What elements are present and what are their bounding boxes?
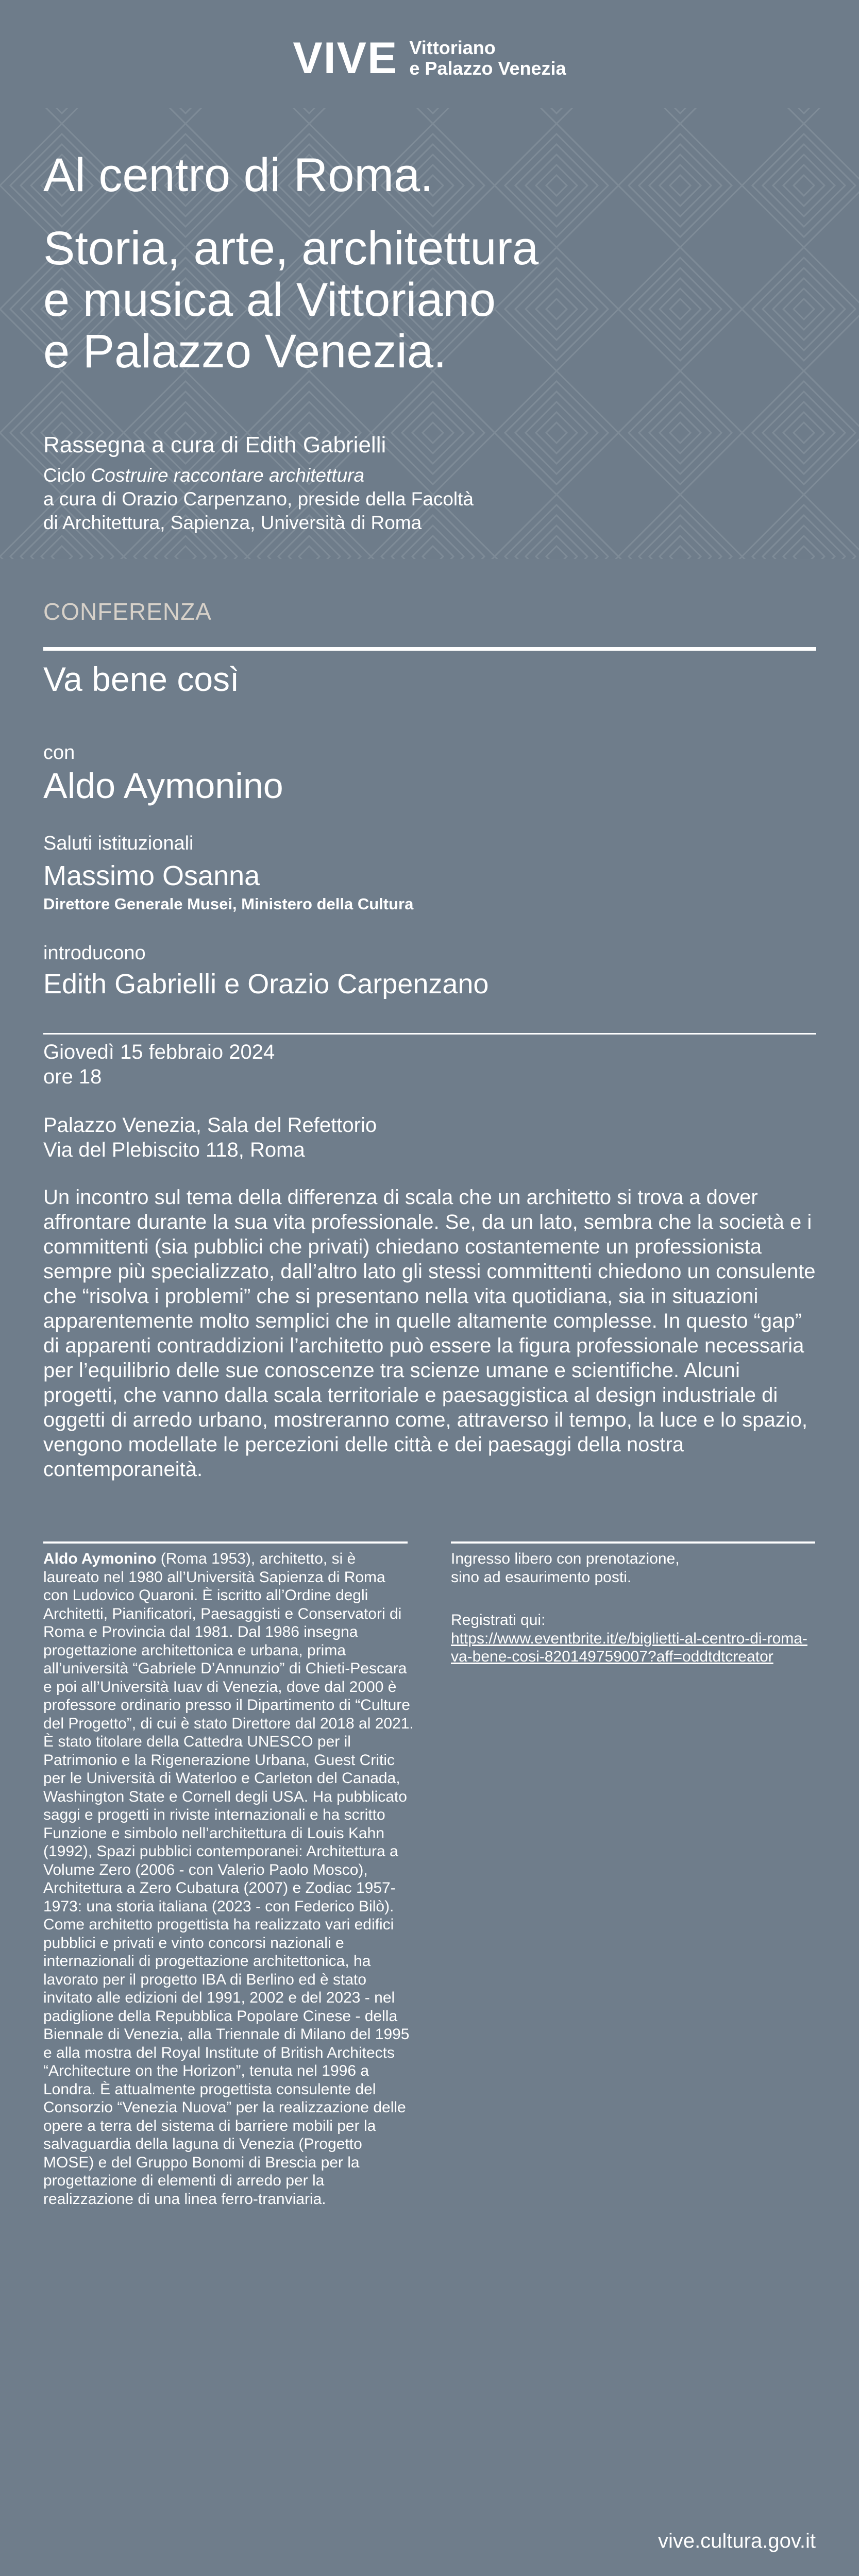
info-line2: sino ad esaurimento posti.: [451, 1568, 632, 1586]
event-title: Va bene così: [43, 660, 240, 698]
saluti-name: Massimo Osanna: [43, 860, 260, 891]
bio-text: (Roma 1953), architetto, si è laureato nel 1980 all’Università Sapienza di Roma con Ludovico Quaroni. È iscritto all’Ordine degli Architetti, Pianificatori, Paesaggisti e Conservatori di Roma e Provincia dal 1981. Dal 1986 insegna progettazione architettonica e urbana, prima all’università “Gabriele D’Annunzio” di Chieti-Pescara e poi all’Università Iuav di Venezia, dove dal 2000 è professore ordinario presso il Dipartimento di “Culture del Progetto”, di cui è stato Direttore dal 2018 al 2021. È stato titolare della Cattedra UNESCO per il Patrimonio e la Rigenerazione Urbana, Guest Critic per le Università di Waterloo e Carleton del Canada, Washington State e Cornell degli USA. Ha pubblicato saggi e progetti in riviste internazionali e ha scritto Funzione e simbolo nell’architettura di Louis Kahn (1992), Spazi pubblici contemporanei: Architettura a Volume Zero (2006 - con Valerio Paolo Mosco), Architettura a Zero Cubatura (2007) e Zodiac 1957-1973: una storia italiana (2023 - con Federico Bilò). Come architetto progettista ha realizzato vari edifici pubblici e privati e vinto concorsi nazionali e internazionali di progettazione architettonica, ha lavorato per il progetto IBA di Berlino ed è stato invitato alle edizioni del 1991, 2002 e del 2023 - nel padiglione della Repubblica Popolare Cinese - della Biennale di Venezia, alla Triennale di Milano del 1995 e alla mostra del Royal Institute of British Architects “Architecture on the Horizon”, tenuta nel 1996 a Londra. È attualmente progettista consulente del Consorzio “Venezia Nuova” per la realizzazione delle opere a terra del sistema di barriere mobili per la salvaguardia della laguna di Venezia (Progetto MOSE) e del Gruppo Bonomi di Brescia per la progettazione di elementi di arredo per la realizzazione di una linea ferro-tranviaria.: [43, 1550, 414, 2208]
header-section: [0, 0, 859, 559]
venue-line1: Palazzo Venezia, Sala del Refettorio: [43, 1114, 377, 1137]
divider-thin: [43, 1033, 816, 1035]
cycle-line2: a cura di Orazio Carpenzano, preside della Facoltà: [43, 488, 474, 510]
info-line1: Ingresso libero con prenotazione,: [451, 1550, 680, 1567]
event-description: Un incontro sul tema della differenza di scala che un architetto si trova a dover affrontare durante la sua vita professionale. Se, da un lato, sembra che la società e i committenti (sia pubblici che privati) chiedano costantemente un professionista sempre più specializzato, dall’altro lato gli stessi committenti chiedono un consulente che “risolva i problemi” che si presentano nella vita quotidiana, sia in situazioni apparentemente molto semplici che in quelle altamente complesse. In questo “gap” di apparenti contraddizioni l’architetto può essere la figura professionale necessaria per l’equilibrio delle sue conoscenze tra scienze umane e scientifiche. Alcuni progetti, che vanno dalla scala territoriale e paesaggistica al design industriale di oggetti di arredo urbano, mostreranno come, attraverso il tempo, la luce e lo spazio, vengono modellate le percezioni delle città e dei paesaggi della nostra contemporaneità.: [43, 1186, 816, 1481]
speaker-bio: [43, 1550, 414, 2208]
event-type-label: CONFERENZA: [43, 598, 212, 625]
brand-name-line1: Vittoriano: [409, 37, 496, 58]
event-time: ore 18: [43, 1065, 102, 1088]
registration-label: Registrati qui:: [451, 1612, 546, 1629]
cycle-info: [43, 464, 610, 535]
divider-thick: [43, 647, 816, 651]
speaker-name: Aldo Aymonino: [43, 766, 283, 806]
registration-info: [451, 1550, 822, 1666]
cycle-title-italic: Costruire raccontare architettura: [91, 465, 365, 486]
hero-title-line3: e musica al Vittoriano: [43, 274, 496, 326]
curator-line: Rassegna a cura di Edith Gabrielli: [43, 432, 386, 457]
footer-website[interactable]: vive.cultura.gov.it: [658, 2530, 816, 2552]
cycle-prefix: Ciclo: [43, 465, 91, 486]
hero-title: [43, 149, 713, 377]
event-datetime: [43, 1040, 275, 1089]
saluti-role: Direttore Generale Musei, Ministero della Cultura: [43, 895, 414, 913]
cycle-line3: di Architettura, Sapienza, Università di Roma: [43, 512, 422, 533]
brand-name: [409, 38, 566, 79]
registration-link[interactable]: https://www.eventbrite.it/e/biglietti-al-centro-di-roma-va-bene-cosi-820149759007?aff=oddtdtcreator: [451, 1630, 807, 1665]
brand-name-line2: e Palazzo Venezia: [409, 58, 566, 79]
saluti-label: Saluti istituzionali: [43, 833, 194, 854]
event-venue: [43, 1113, 377, 1162]
event-date: Giovedì 15 febbraio 2024: [43, 1041, 275, 1063]
con-label: con: [43, 742, 75, 764]
venue-line2: Via del Plebiscito 118, Roma: [43, 1139, 305, 1161]
hero-title-line2: Storia, arte, architettura: [43, 222, 539, 275]
brand-mark: VIVE: [293, 33, 398, 83]
bio-name: Aldo Aymonino: [43, 1550, 157, 1567]
cycle-title: [43, 464, 610, 487]
bio-column-divider: [43, 1541, 408, 1544]
brand-logo: [0, 33, 859, 83]
hero-title-line4: e Palazzo Venezia.: [43, 325, 447, 378]
intro-names: Edith Gabrielli e Orazio Carpenzano: [43, 969, 489, 999]
info-column-divider: [451, 1541, 815, 1544]
intro-label: introducono: [43, 942, 146, 964]
hero-title-line1: Al centro di Roma.: [43, 149, 433, 201]
